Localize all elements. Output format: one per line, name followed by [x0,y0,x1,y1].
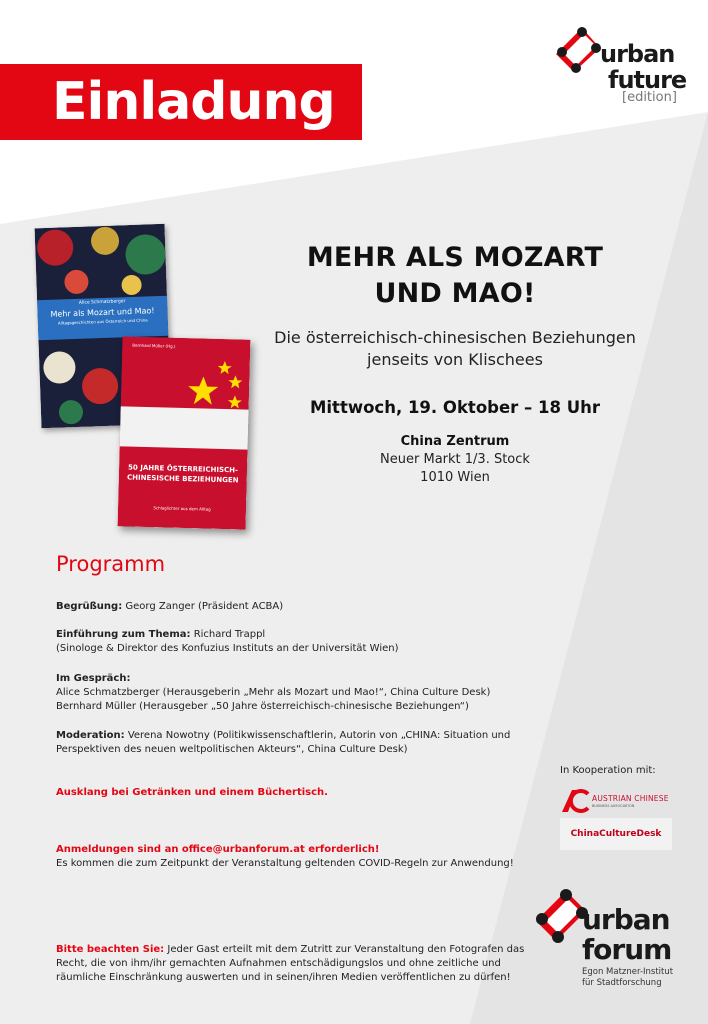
book-cover-50-jahre [118,336,251,529]
greeting-label: Begrüßung: [56,601,123,612]
program-moderation [56,729,536,757]
registration-line-2: Es kommen die zum Zeitpunkt der Veranstaltung geltenden COVID-Regeln zur Anwendung! [56,858,514,869]
intro-text: Richard Trappl [193,629,266,640]
event-date: Mittwoch, 19. Oktober – 18 Uhr [309,398,601,417]
acba-logo [560,786,672,816]
subtitle-line-1: Die österreichisch-chinesischen Beziehungen [274,328,636,347]
program-talk [56,672,536,714]
venue-address-2: 1010 Wien [420,470,490,485]
registration-notice [56,843,536,871]
logo-text-forum: forum [582,933,672,966]
book1-title: Mehr als Mozart und Mao! [50,306,155,319]
acba-mark-icon [560,786,590,816]
moderation-label: Moderation: [56,730,125,741]
logo-text-urban: urban [582,903,670,936]
book2-subtitle: Schlaglichter aus dem Alltag [153,505,211,512]
notice-label: Bitte beachten Sie: [56,944,165,955]
china-culture-desk-logo: ChinaCultureDesk [560,818,672,850]
book1-subtitle: Alltagsgeschichten aus Österreich und China [57,317,148,326]
event-headline [250,240,660,312]
talk-line-1: Alice Schmatzberger (Herausgeberin „Mehr als Mozart und Mao!“, China Culture Desk) [56,687,491,698]
greeting-text: Georg Zanger (Präsident ACBA) [125,601,284,612]
book1-author: Alice Schmatzberger [78,299,126,306]
book2-cover-art [118,336,251,529]
program-closing: Ausklang bei Getränken und einem Büchertisch. [56,787,328,798]
moderation-line-2: Perspektiven des neuen weltpolitischen Akteurs“, China Culture Desk) [56,744,408,755]
headline-line-1: MEHR ALS MOZART [306,242,604,273]
talk-label: Im Gespräch: [56,673,131,684]
event-subtitle [250,327,660,371]
talk-line-2: Bernhard Müller (Herausgeber „50 Jahre österreichisch-chinesische Beziehungen“) [56,701,469,712]
venue-name: China Zentrum [400,434,510,449]
intro-text-2: (Sinologe & Direktor des Konfuzius Instituts an der Universität Wien) [56,643,399,654]
logo-text-future: future [608,66,687,94]
cooperation-label: In Kooperation mit: [560,765,656,776]
logo-text-edition: [edition] [622,90,677,105]
notice-text-1: Jeder Gast erteilt mit dem Zutritt zur Veranstaltung den Fotografen das [167,944,525,955]
headline-line-2: UND MAO! [374,278,536,309]
subtitle-line-2: jenseits von Klischees [367,350,543,369]
programm-heading: Programm [56,552,166,576]
book2-title: 50 JAHRE ÖSTERREICHISCH-CHINESISCHE BEZIEHUNGEN [126,463,239,485]
notice-text-2: Recht, die von ihm/ihr gemachten Aufnahmen entschädigungslos und ohne zeitliche und [56,958,501,969]
urban-future-logo [552,22,687,112]
logo-text-urban: urban [600,40,675,68]
acba-sub: BUSINESS ASSOCIATION [592,804,635,808]
acba-name: AUSTRIAN CHINESE [592,794,669,803]
photo-notice [56,943,536,985]
registration-line-1: Anmeldungen sind an office@urbanforum.at erforderlich! [56,844,380,855]
book2-editor: Bernhard Müller (Hg.) [132,342,176,349]
program-intro [56,628,536,656]
moderation-line-1: Verena Nowotny (Politikwissenschaftlerin, Autorin von „CHINA: Situation und [127,730,511,741]
title-banner [0,64,362,140]
notice-text-3: räumliche Einschränkung auswerten und in seinen/ihren Medien veröffentlichen zu dürfen! [56,972,511,983]
logo-text-institute: Egon Matzner-Institut für Stadtforschung [582,967,674,988]
venue-address-1: Neuer Markt 1/3. Stock [380,452,530,467]
urban-forum-logo [536,885,686,995]
program-greeting [56,600,536,614]
page-title: Einladung [52,72,335,132]
intro-label: Einführung zum Thema: [56,629,191,640]
